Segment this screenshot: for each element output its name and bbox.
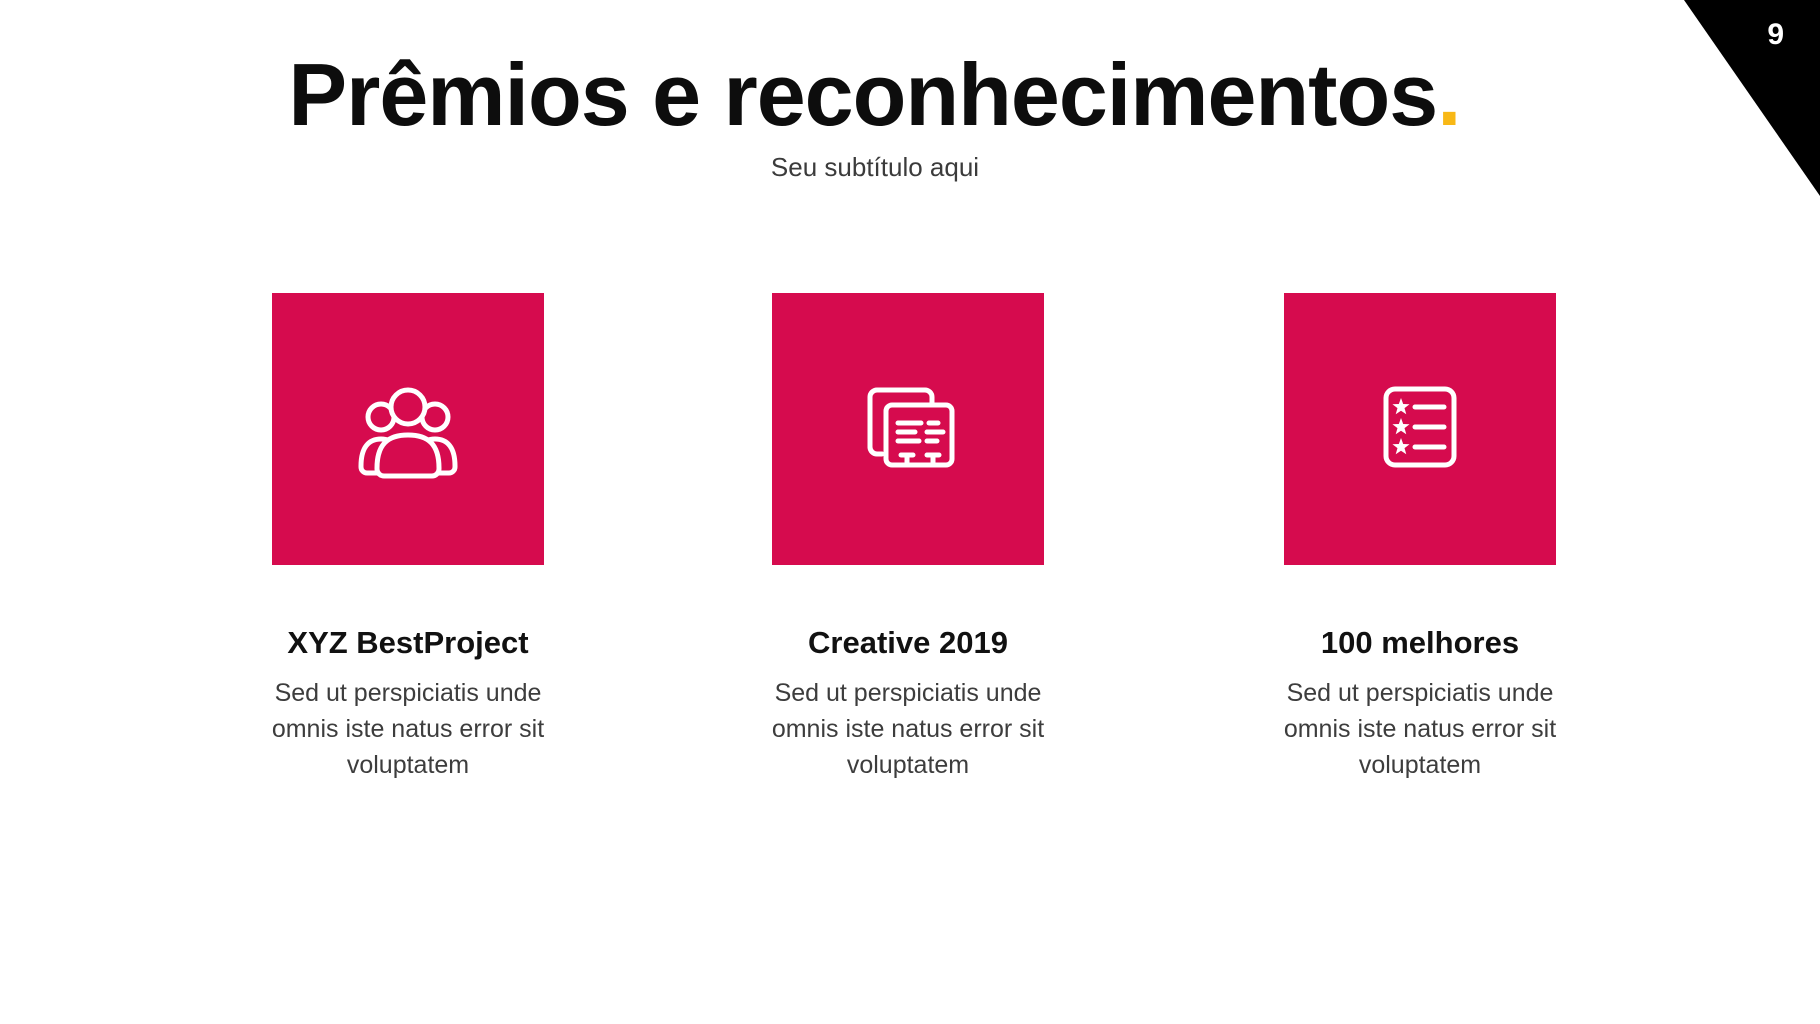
people-group-icon <box>348 369 468 489</box>
icon-tile <box>772 293 1044 565</box>
card-title: 100 melhores <box>1320 625 1520 660</box>
card-title: Creative 2019 <box>808 625 1008 660</box>
page-title <box>0 44 1750 146</box>
title-accent-dot: . <box>1437 45 1462 144</box>
award-card <box>728 293 1088 783</box>
card-description: Sed ut perspiciatis unde omnis iste natus error sit voluptatem <box>1283 679 1557 779</box>
slide-header <box>0 44 1820 183</box>
page-subtitle: Seu subtítulo aqui <box>770 152 980 182</box>
card-description: Sed ut perspiciatis unde omnis iste natus error sit voluptatem <box>271 679 545 779</box>
icon-tile <box>272 293 544 565</box>
card-title: XYZ BestProject <box>287 625 529 660</box>
page-number: 9 <box>1767 18 1784 51</box>
award-card <box>1240 293 1600 783</box>
documents-board-icon <box>848 369 968 489</box>
starred-list-icon <box>1360 369 1480 489</box>
icon-tile <box>1284 293 1556 565</box>
award-card <box>228 293 588 783</box>
page-title-text: Prêmios e reconhecimentos <box>288 45 1438 144</box>
card-description: Sed ut perspiciatis unde omnis iste natus error sit voluptatem <box>771 679 1045 779</box>
